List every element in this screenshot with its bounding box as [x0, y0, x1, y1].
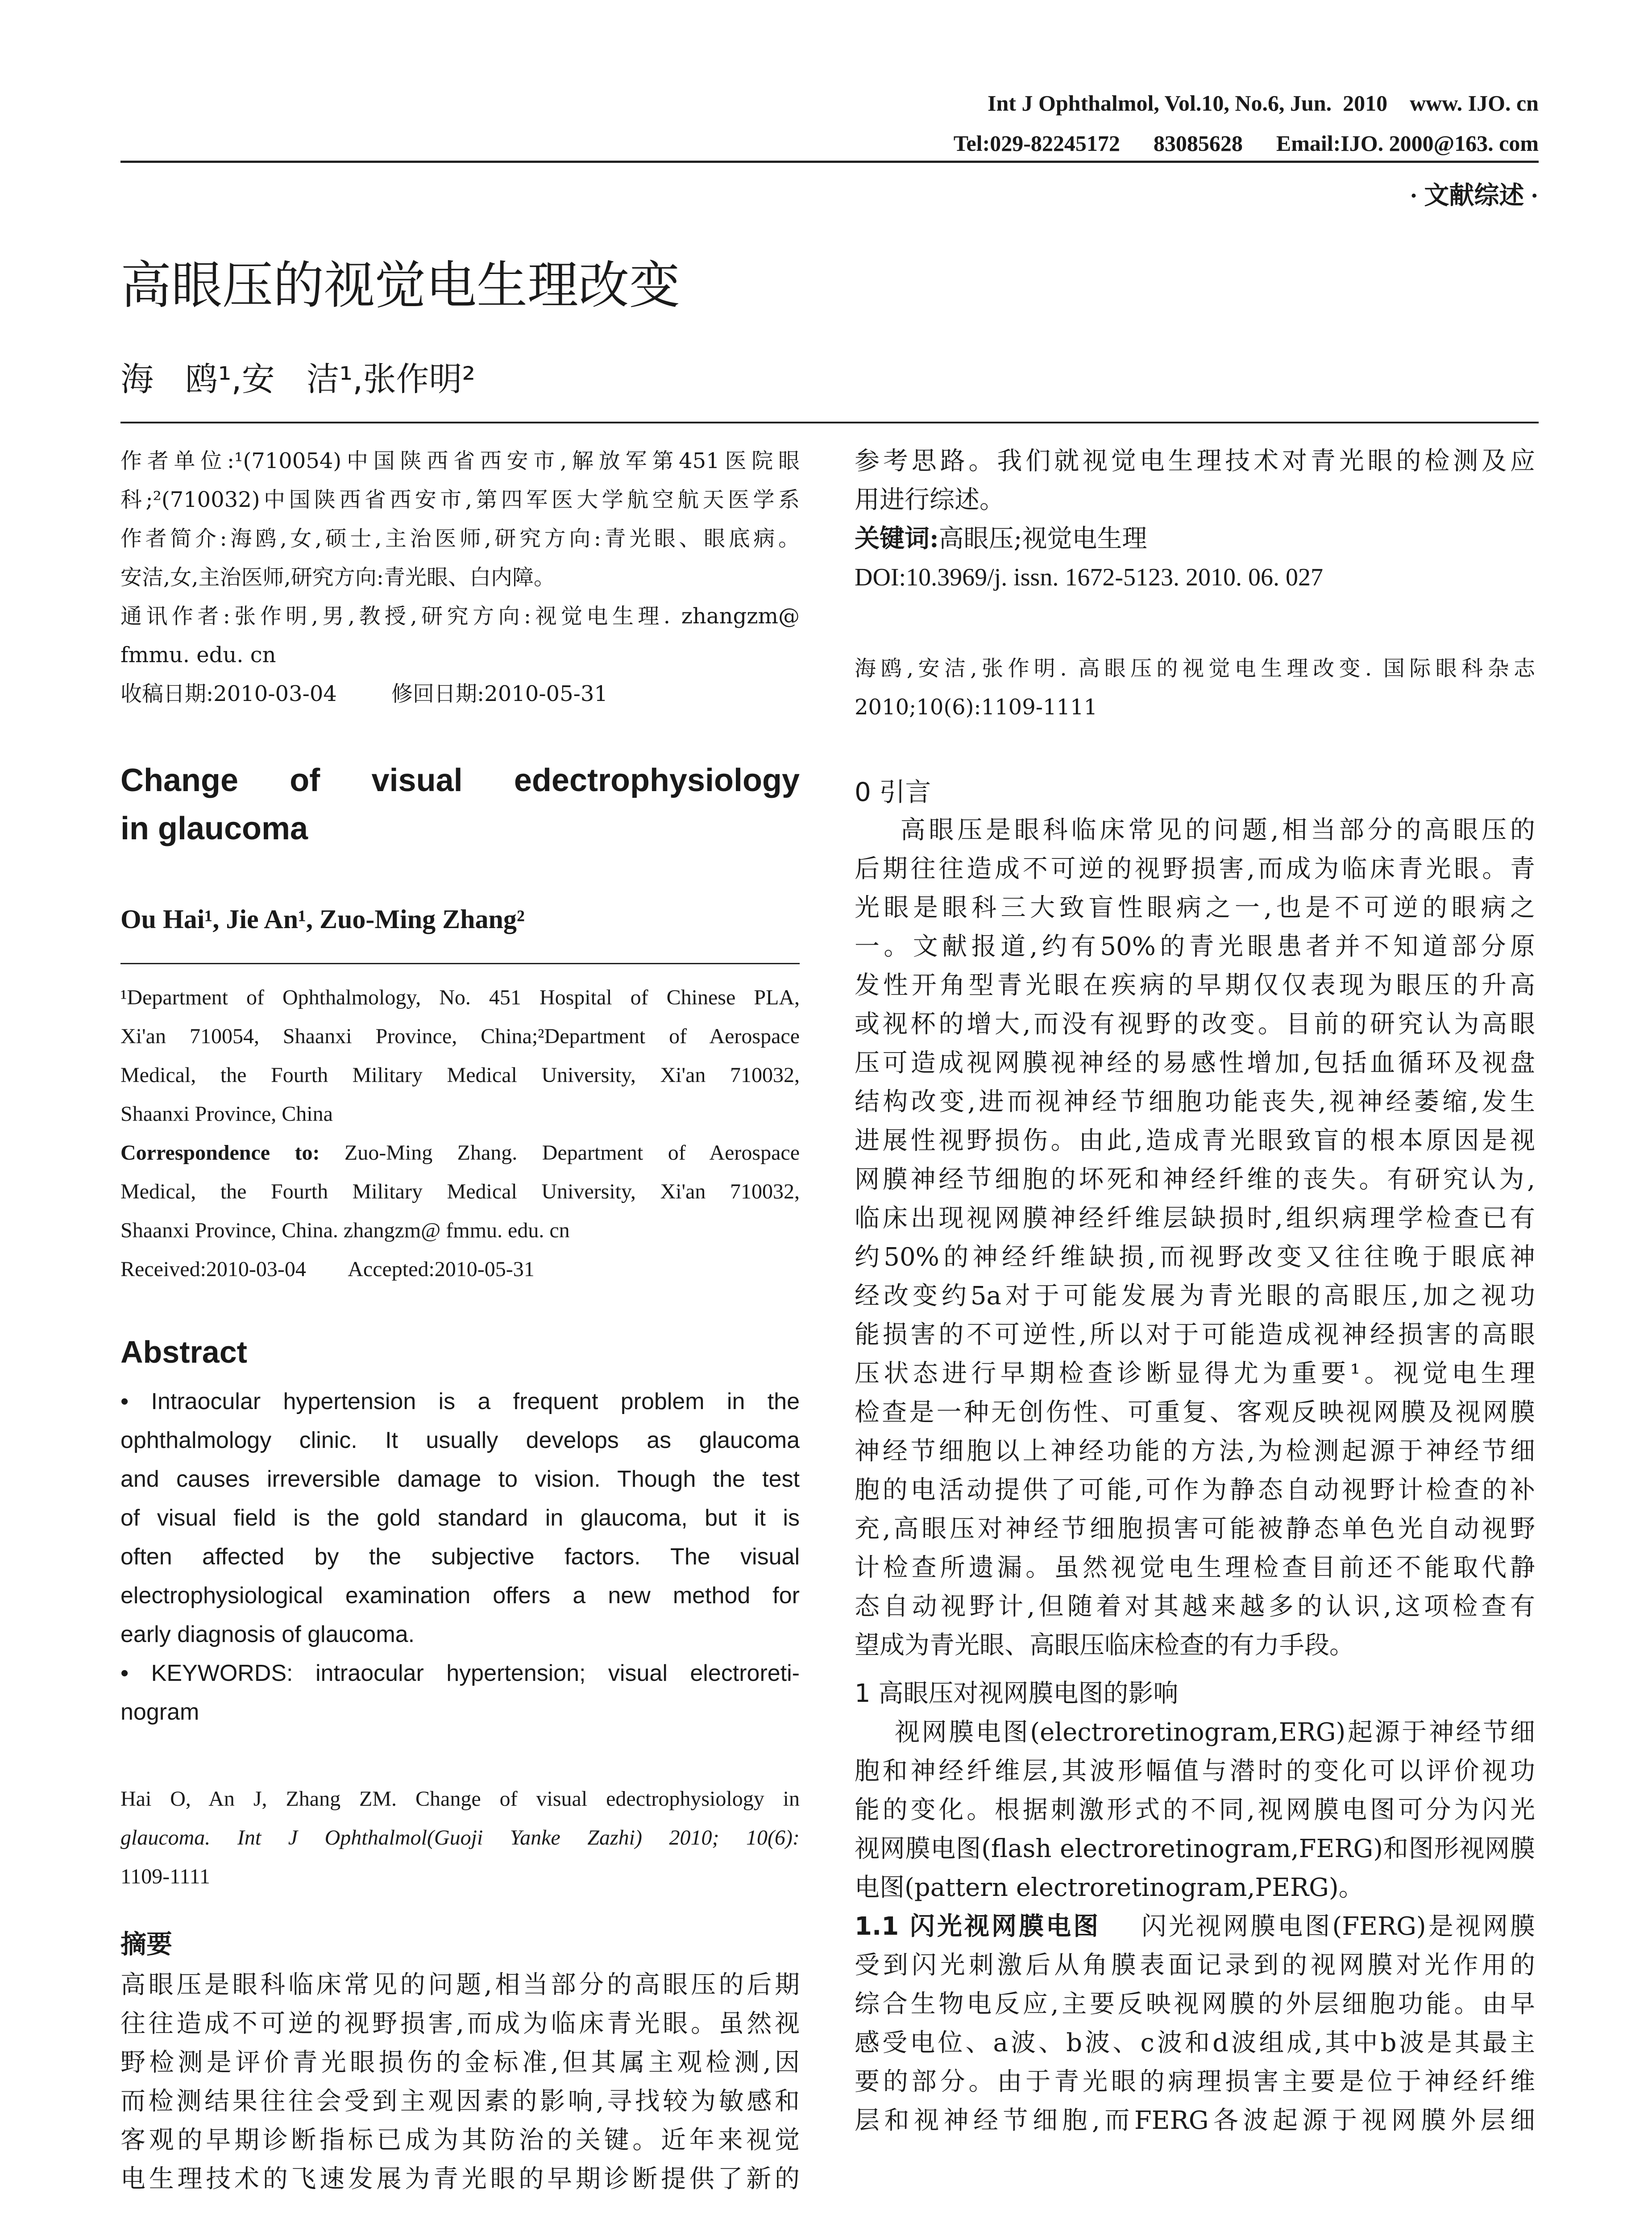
- info-line: 科;²(710032)中国陕西省西安市,第四军医大学航空航天医学系: [120, 487, 800, 512]
- abstract-line: ophthalmology clinic. It usually develops as glaucoma: [120, 1427, 800, 1453]
- intro-line: 态自动视野计,但随着对其越来越多的认识,这项检查有: [855, 1592, 1535, 1621]
- abstract-line: and causes irreversible damage to vision. Though the test: [120, 1466, 800, 1492]
- section1-body: [855, 1713, 1535, 2140]
- keywords: [855, 519, 1535, 558]
- intro-line: 压状态进行早期检查诊断显得尤为重要¹。视觉电生理: [855, 1359, 1535, 1388]
- intro-heading: 0 引言: [855, 777, 931, 807]
- section11-line: 受到闪光刺激后从角膜表面记录到的视网膜对光作用的: [855, 1951, 1535, 1980]
- citation-line: glaucoma. Int J Ophthalmol(Guoji Yanke Zazhi) 2010; 10(6):: [120, 1826, 800, 1849]
- keywords-text: 高眼压;视觉电生理: [938, 524, 1147, 553]
- citation-line: 1109-1111: [120, 1865, 210, 1888]
- intro-line: 检查是一种无创伤性、可重复、客观反映视网膜及视网膜: [855, 1398, 1535, 1427]
- affiliations-en: [120, 978, 800, 1289]
- zhaiyao-line: 野检测是评价青光眼损伤的金标准,但其属主观检测,因: [120, 2048, 800, 2077]
- abstract-line: early diagnosis of glaucoma.: [120, 1621, 415, 1647]
- authors-rule: [120, 963, 800, 964]
- section1-line: 胞和神经纤维层,其波形幅值与潜时的变化可以评价视功: [855, 1757, 1535, 1786]
- zhaiyao-line: 电生理技术的飞速发展为青光眼的早期诊断提供了新的: [120, 2165, 800, 2194]
- intro-line: 一。文献报道,约有50%的青光眼患者并不知道部分原: [855, 932, 1535, 961]
- section11-first-line: [855, 1907, 1535, 1946]
- intro-line: 临床出现视网膜神经纤维层缺损时,组织病理学检查已有: [855, 1204, 1535, 1233]
- section11-heading: 1.1 闪光视网膜电图: [855, 1912, 1101, 1941]
- intro-line: 进展性视野损伤。由此,造成青光眼致盲的根本原因是视: [855, 1126, 1535, 1155]
- citation-line: Hai O, An J, Zhang ZM. Change of visual edectrophysiology in: [120, 1787, 800, 1811]
- abstract-line: often affected by the subjective factors. The visual: [120, 1544, 800, 1570]
- zhaiyao-line: 而检测结果往往会受到主观因素的影响,寻找较为敏感和: [120, 2087, 800, 2116]
- page-title: 高眼压的视觉电生理改变: [120, 256, 681, 315]
- abstract-line: • Intraocular hypertension is a frequent problem in the: [120, 1389, 800, 1414]
- affiliation-line: Shaanxi Province, China: [120, 1102, 333, 1126]
- abstract-keywords-line: nogram: [120, 1699, 199, 1725]
- abstract-line: of visual field is the gold standard in glaucoma, but it is: [120, 1505, 800, 1531]
- correspondence-text: Zuo-Ming Zhang. Department of Aerospace: [320, 1141, 800, 1165]
- intro-line: 高眼压是眼科临床常见的问题,相当部分的高眼压的: [855, 816, 1535, 845]
- journal-header-line1: Int J Ophthalmol, Vol.10, No.6, Jun. 2010 www. IJO. cn: [988, 91, 1539, 116]
- english-title: [120, 756, 800, 853]
- intro-line: 充,高眼压对神经节细胞损害可能被静态单色光自动视野: [855, 1514, 1535, 1543]
- intro-line: 神经节细胞以上神经功能的方法,为检测起源于神经节细: [855, 1437, 1535, 1466]
- correspondence-line: Shaanxi Province, China. zhangzm@ fmmu. edu. cn: [120, 1219, 570, 1242]
- abstract-line: electrophysiological examination offers a new method for: [120, 1583, 800, 1609]
- section1-heading: 1 高眼压对视网膜电图的影响: [855, 1679, 1179, 1708]
- affiliation-line: Medical, the Fourth Military Medical University, Xi'an 710032,: [120, 1063, 800, 1087]
- citation-cn-line: 2010;10(6):1109-1111: [855, 695, 1098, 720]
- intro-line: 或视杯的增大,而没有视野的改变。目前的研究认为高眼: [855, 1010, 1535, 1039]
- right-top-line: 用进行综述。: [855, 485, 1004, 514]
- title-rule: [120, 422, 1539, 423]
- correspondence-line: Medical, the Fourth Military Medical University, Xi'an 710032,: [120, 1180, 800, 1203]
- section1-line: 视网膜电图(flash electroretinogram,FERG)和图形视网膜: [855, 1834, 1535, 1863]
- info-line: 作者简介:海鸥,女,硕士,主治医师,研究方向:青光眼、眼底病。: [120, 526, 800, 551]
- section1-line: 电图(pattern electroretinogram,PERG)。: [855, 1873, 1364, 1902]
- section1-line: 能的变化。根据刺激形式的不同,视网膜电图可分为闪光: [855, 1796, 1535, 1825]
- section11-line: 要的部分。由于青光眼的病理损害主要是位于神经纤维: [855, 2067, 1535, 2096]
- english-title-line: Change of visual edectrophysiology: [120, 763, 800, 798]
- right-intro-block: [855, 442, 1535, 597]
- info-line: 作者单位:¹(710054)中国陕西省西安市,解放军第451医院眼: [120, 448, 800, 473]
- author-info: [120, 442, 800, 713]
- intro-line: 结构改变,进而视神经节细胞功能丧失,视神经萎缩,发生: [855, 1087, 1535, 1116]
- affiliation-line: Xi'an 710054, Shaanxi Province, China;²Department of Aerospace: [120, 1024, 800, 1048]
- zhaiyao-heading: 摘要: [120, 1929, 173, 1959]
- section11-line: 层和视神经节细胞,而FERG各波起源于视网膜外层细: [855, 2106, 1535, 2135]
- citation-cn-line: 海鸥,安洁,张作明. 高眼压的视觉电生理改变. 国际眼科杂志: [855, 656, 1535, 681]
- intro-line: 望成为青光眼、高眼压临床检查的有力手段。: [855, 1631, 1354, 1660]
- intro-line: 光眼是眼科三大致盲性眼病之一,也是不可逆的眼病之: [855, 893, 1535, 922]
- zhaiyao-line: 往往造成不可逆的视野损害,而成为临床青光眼。虽然视: [120, 2009, 800, 2038]
- citation-en: [120, 1779, 800, 1896]
- abstract-keywords-line: • KEYWORDS: intraocular hypertension; visual electroreti-: [120, 1660, 800, 1686]
- received-dates: Received:2010-03-04 Accepted:2010-05-31: [120, 1257, 535, 1281]
- intro-line: 压可造成视网膜视神经的易感性增加,包括血循环及视盘: [855, 1049, 1535, 1078]
- section1-line: 视网膜电图(electroretinogram,ERG)起源于神经节细: [855, 1718, 1535, 1747]
- authors-cn: 海 鸥¹,安 洁¹,张作明²: [120, 360, 476, 398]
- info-line: 安洁,女,主治医师,研究方向:青光眼、白内障。: [120, 565, 555, 590]
- zhaiyao-line: 客观的早期诊断指标已成为其防治的关键。近年来视觉: [120, 2126, 800, 2155]
- keywords-label: 关键词:: [855, 524, 939, 553]
- right-top-line: 参考思路。我们就视觉电生理技术对青光眼的检测及应: [855, 447, 1535, 476]
- header-rule: [120, 161, 1539, 163]
- zhaiyao-body: [120, 1966, 800, 2198]
- abstract-heading: Abstract: [120, 1335, 247, 1369]
- info-line: 收稿日期:2010-03-04 修回日期:2010-05-31: [120, 681, 608, 706]
- info-line: fmmu. edu. cn: [120, 643, 276, 668]
- intro-line: 后期往往造成不可逆的视野损害,而成为临床青光眼。青: [855, 854, 1535, 883]
- intro-line: 发性开角型青光眼在疾病的早期仅仅表现为眼压的升高: [855, 971, 1535, 1000]
- section11-line: 综合生物电反应,主要反映视网膜的外层细胞功能。由早: [855, 1990, 1535, 2019]
- intro-body: [855, 811, 1535, 1665]
- intro-line: 计检查所遗漏。虽然视觉电生理检查目前还不能取代静: [855, 1553, 1535, 1582]
- citation-cn: [855, 649, 1535, 727]
- section11-text: 闪光视网膜电图(FERG)是视网膜: [1100, 1912, 1535, 1941]
- section11-line: 感受电位、a波、b波、c波和d波组成,其中b波是其最主: [855, 2028, 1535, 2057]
- intro-line: 能损害的不可逆性,所以对于可能造成视神经损害的高眼: [855, 1320, 1535, 1349]
- intro-line: 约50%的神经纤维缺损,而视野改变又往往晚于眼底神: [855, 1243, 1535, 1272]
- intro-line: 网膜神经节细胞的坏死和神经纤维的丧失。有研究认为,: [855, 1165, 1535, 1194]
- intro-line: 经改变约5a对于可能发展为青光眼的高眼压,加之视功: [855, 1281, 1535, 1310]
- intro-line: 胞的电活动提供了可能,可作为静态自动视野计检查的补: [855, 1476, 1535, 1505]
- doi: DOI:10.3969/j. issn. 1672-5123. 2010. 06. 027: [855, 564, 1323, 591]
- section-tag: · 文献综述 ·: [1409, 182, 1539, 210]
- authors-en: Ou Hai¹, Jie An¹, Zuo-Ming Zhang²: [120, 904, 525, 934]
- zhaiyao-line: 高眼压是眼科临床常见的问题,相当部分的高眼压的后期: [120, 1970, 800, 1999]
- correspondence-label: Correspondence to:: [120, 1141, 320, 1165]
- abstract-body: [120, 1382, 800, 1732]
- info-line: 通讯作者:张作明,男,教授,研究方向:视觉电生理. zhangzm@: [120, 604, 800, 629]
- correspondence: [120, 1133, 800, 1172]
- journal-header-line2: Tel:029-82245172 83085628 Email:IJO. 2000@163. com: [953, 131, 1539, 156]
- affiliation-line: ¹Department of Ophthalmology, No. 451 Hospital of Chinese PLA,: [120, 986, 800, 1009]
- english-title-line: in glaucoma: [120, 811, 308, 846]
